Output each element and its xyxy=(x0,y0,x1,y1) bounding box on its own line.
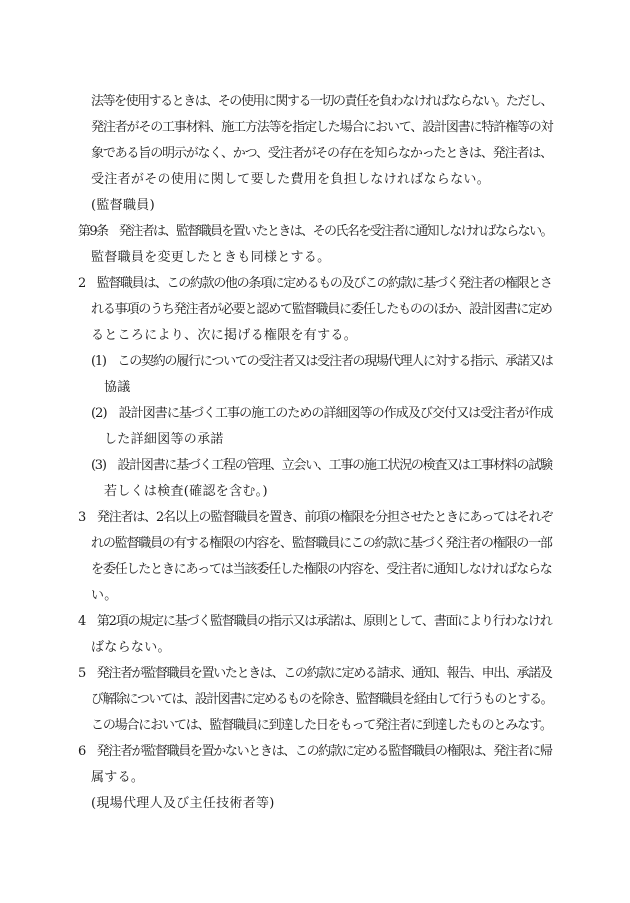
text-line-article-caption: (現場代理人及び主任技術者等) xyxy=(91,796,275,811)
text-line-paragraph-continuation: 受注者がその使用に関して要した費用を負担しなければならない。 xyxy=(91,172,491,187)
text-line-clause: 2 監督職員は、この約款の他の条項に定めるもの及びこの約款に基づく発注者の権限とさ xyxy=(78,276,552,291)
text-line-article-heading: 第9条 発注者は、監督職員を置いたときは、その氏名を受注者に通知しなければならない。 xyxy=(78,224,552,239)
text-line-paragraph-continuation: れる事項のうち発注者が必要と認めて監督職員に委任したもののほか、設計図書に定め xyxy=(91,302,552,317)
text-line-paragraph-continuation: 属する。 xyxy=(91,770,145,785)
text-line-paragraph-continuation: を委任したときにあっては当該委任した権限の内容を、受注者に通知しなければならな xyxy=(91,562,552,577)
text-line-clause: 3 発注者は、2名以上の監督職員を置き、前項の権限を分担させたときにあってはそれぞ xyxy=(78,510,553,525)
text-line-clause: 4 第2項の規定に基づく監督職員の指示又は承諾は、原則として、書面により行わなけれ xyxy=(78,614,552,629)
text-line-paragraph-continuation: この場合においては、監督職員に到達した日をもって発注者に到達したものとみなす。 xyxy=(91,718,552,733)
text-line-clause: 6 発注者が監督職員を置かないときは、この約款に定める監督職員の権限は、発注者に帰 xyxy=(78,744,552,759)
text-line-paragraph-continuation: い。 xyxy=(91,588,118,603)
text-line-article-caption: (監督職員) xyxy=(91,198,155,213)
text-line-clause: 5 発注者が監督職員を置いたときは、この約款に定める請求、通知、報告、申出、承諾及 xyxy=(78,666,552,681)
text-line-paragraph-continuation: 監督職員を変更したときも同様とする。 xyxy=(91,250,331,265)
text-line-paragraph-continuation: るところにより、次に掲げる権限を有する。 xyxy=(91,328,358,343)
text-line-paragraph-continuation: 象である旨の明示がなく、かつ、受注者がその存在を知らなかったときは、発注者は、 xyxy=(91,146,552,161)
text-line-paragraph-continuation: れの監督職員の有する権限の内容を、監督職員にこの約款に基づく発注者の権限の一部 xyxy=(91,536,552,551)
text-line-sub-item: (3) 設計図書に基づく工程の管理、立会い、工事の施工状況の検査又は工事材料の試験 xyxy=(91,458,552,473)
text-line-sub-item-continuation: 若しくは検査(確認を含む。) xyxy=(104,484,268,499)
text-line-sub-item: (2) 設計図書に基づく工事の施工のための詳細図等の作成及び交付又は受注者が作成 xyxy=(91,406,553,421)
text-line-paragraph-continuation: び解除については、設計図書に定めるものを除き、監督職員を経由して行うものとする。 xyxy=(91,692,553,707)
text-line-paragraph-continuation: ばならない。 xyxy=(91,640,171,655)
text-line-sub-item-continuation: 協議 xyxy=(104,380,131,395)
text-line-sub-item: (1) この契約の履行についての受注者又は受注者の現場代理人に対する指示、承諾又は xyxy=(91,354,553,369)
text-line-paragraph-continuation: 発注者がその工事材料、施工方法等を指定した場合において、設計図書に特許権等の対 xyxy=(91,120,553,135)
text-line-sub-item-continuation: した詳細図等の承諾 xyxy=(104,432,224,447)
text-line-paragraph-continuation: 法等を使用するときは、その使用に関する一切の責任を負わなければならない。ただし、 xyxy=(91,94,553,109)
